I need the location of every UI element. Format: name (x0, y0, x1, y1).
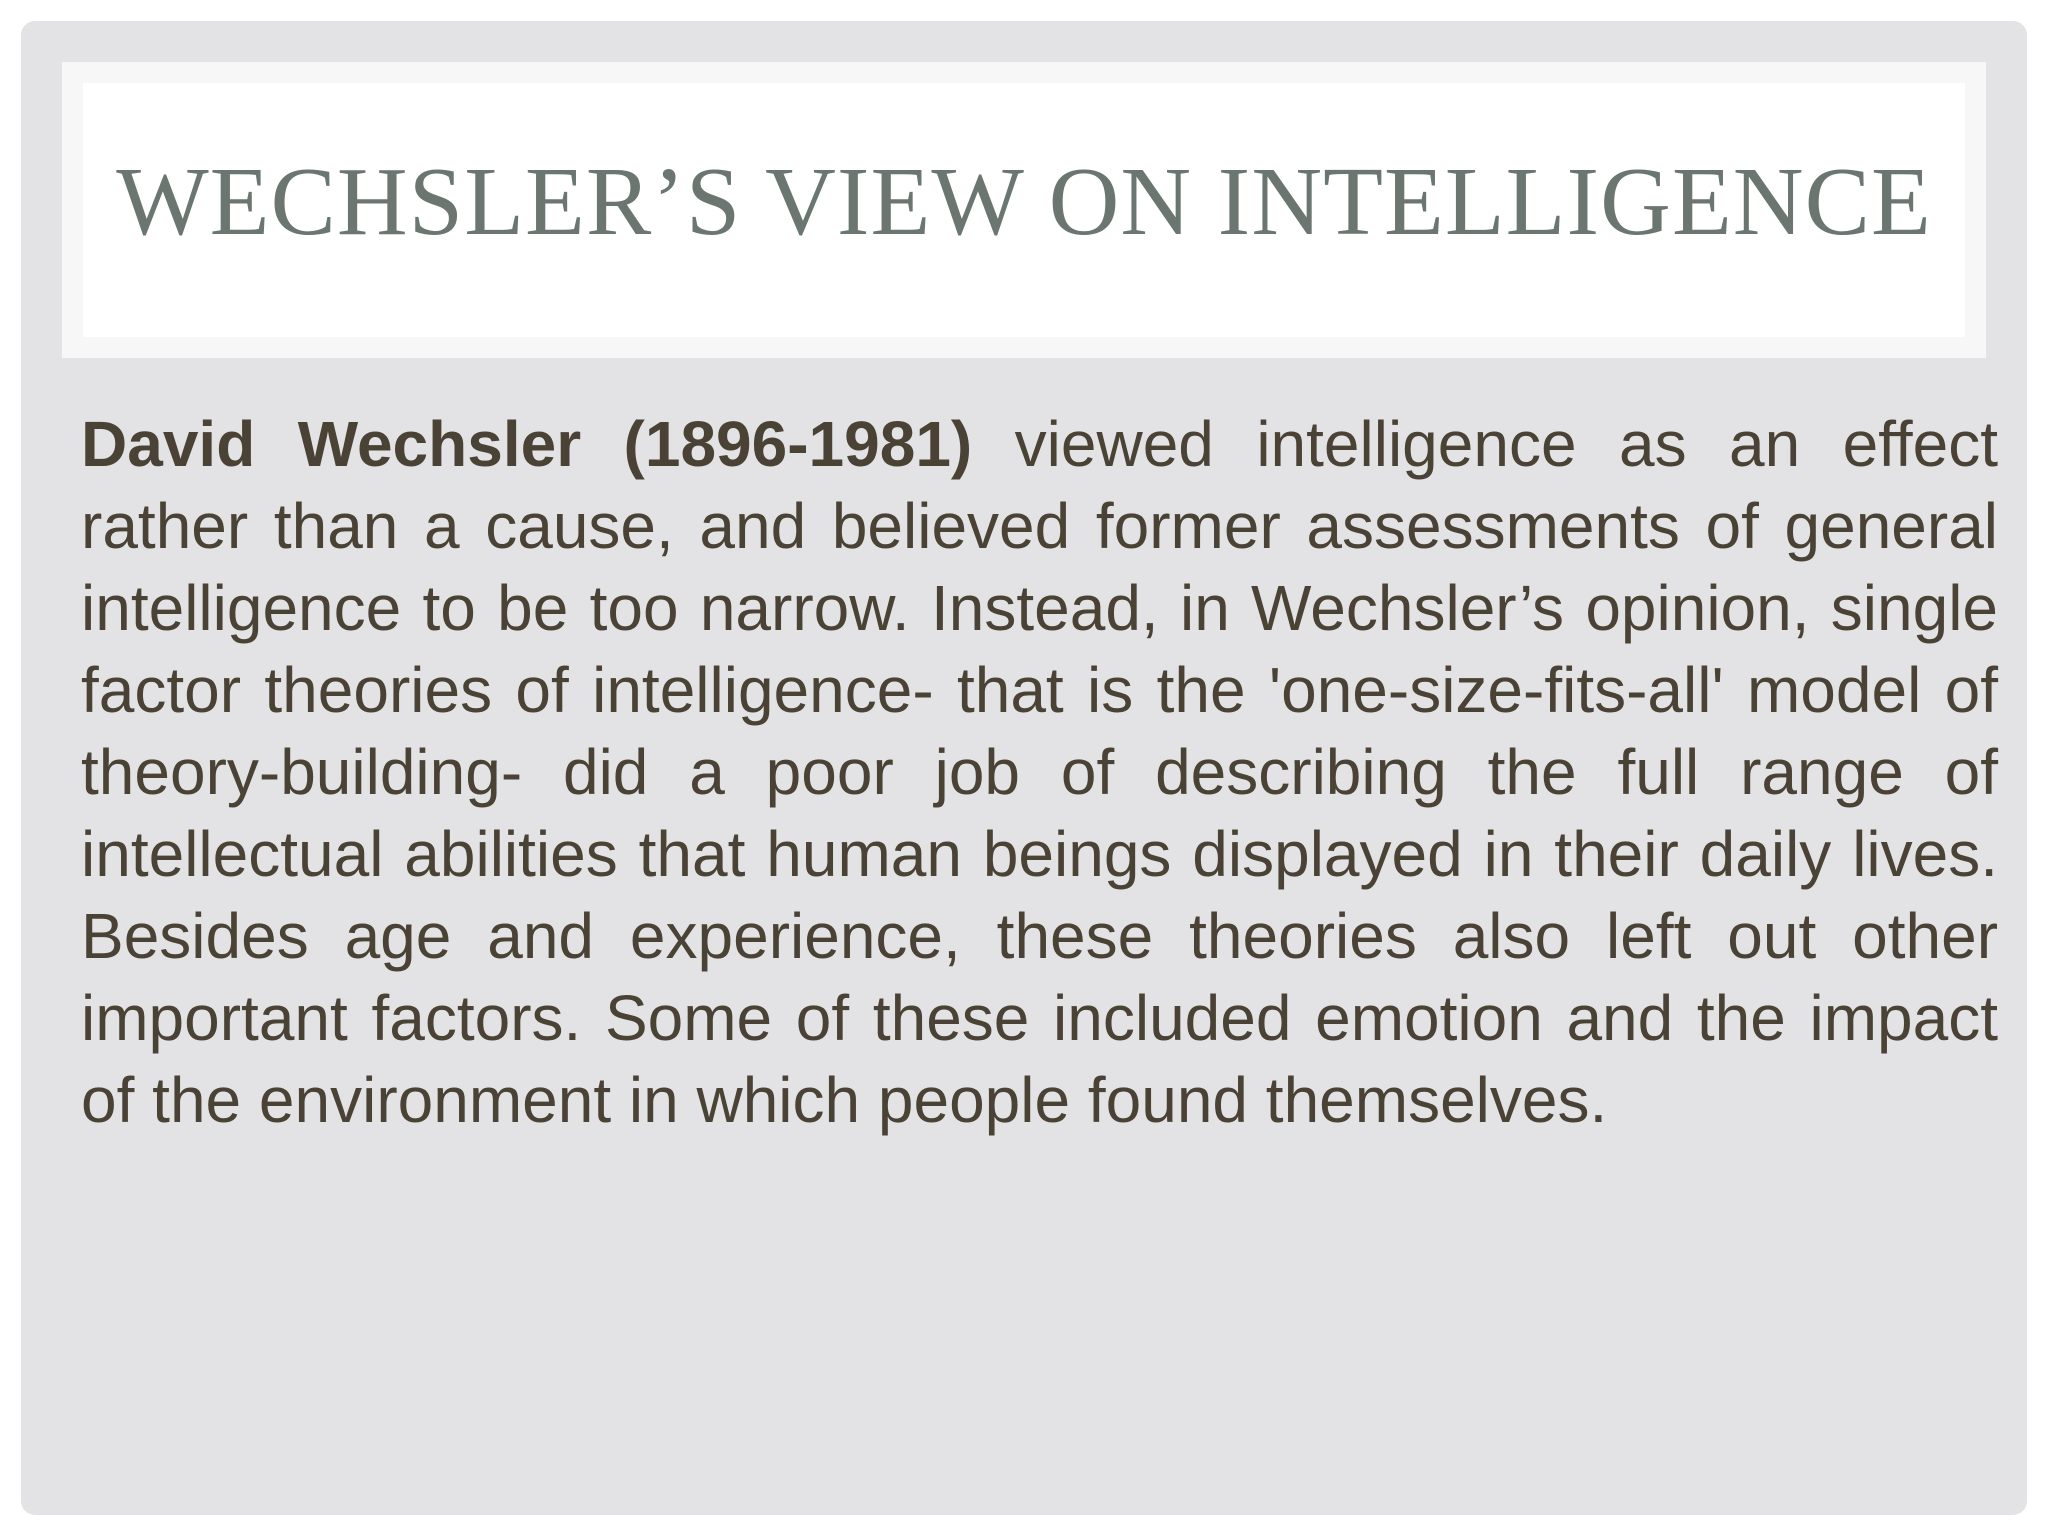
title-box (83, 83, 1965, 337)
slide-title: WECHSLER’S VIEW ON INTELLIGENCE (116, 148, 1932, 256)
body-lead-bold: David Wechsler (1896-1981) (81, 408, 973, 480)
title-frame (62, 62, 1986, 358)
slide (21, 21, 2027, 1515)
body-paragraph (81, 403, 1998, 1141)
body-text: viewed intelligence as an effect rather than a cause, and believed former assessments of general intelligence to be too narrow. Instead, in Wechsler’s opinion, single factor theories of intelligence- that is the 'one-size-fits-all' model of theory-building- did a poor job of describing the full range of intellectual abilities that human beings displayed in their daily lives. Besides age and experience, these theories also left out other important factors. Some of these included emotion and the impact of the environment in which people found themselves. (81, 408, 1999, 1136)
